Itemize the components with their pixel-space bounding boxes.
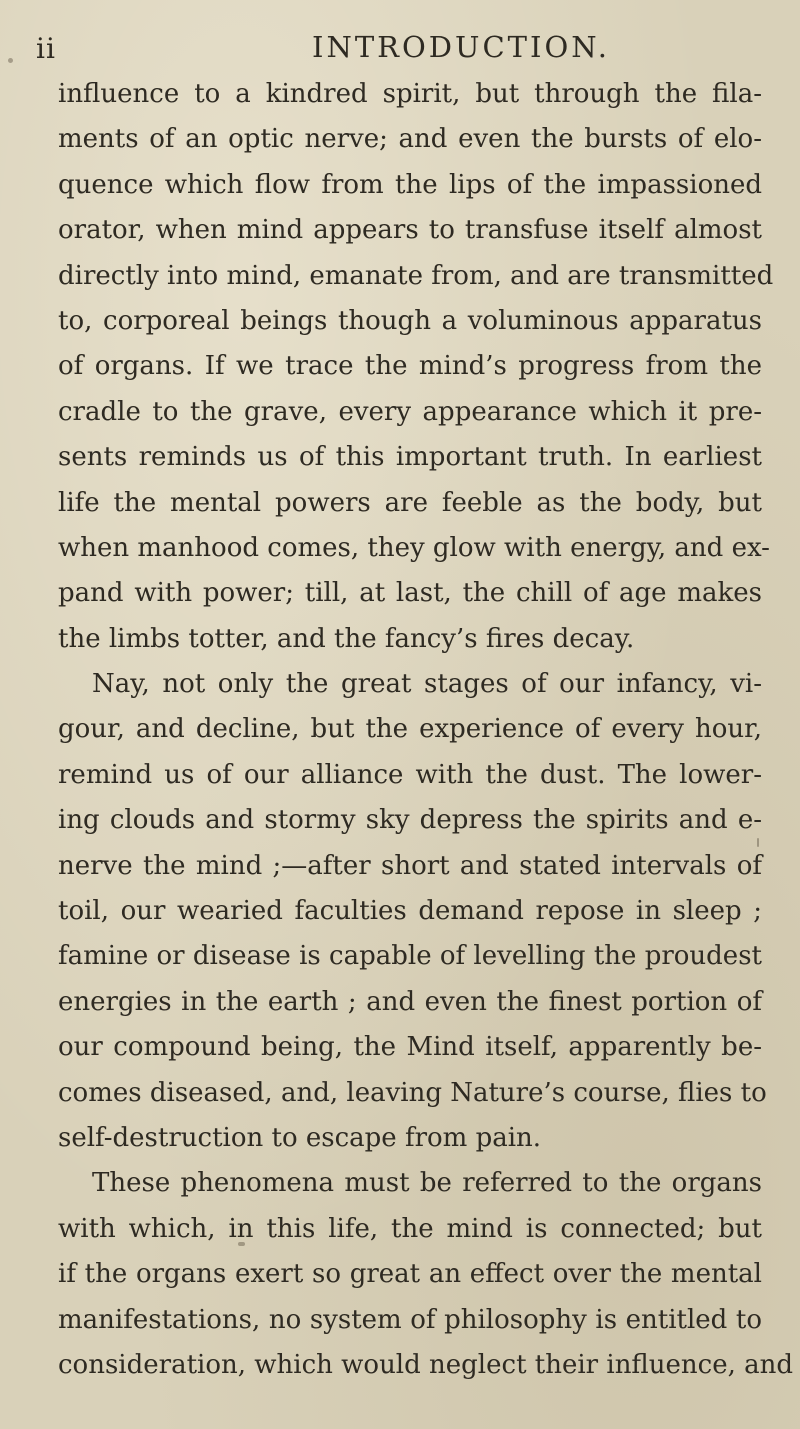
text-line: the limbs totter, and the fancy’s fires decay.	[58, 623, 635, 654]
text-line: These phenomena must be referred to the organs	[92, 1168, 762, 1199]
text-line: our compound being, the Mind itself, apparently be-	[58, 1032, 762, 1063]
text-line: if the organs exert so great an effect over the mental	[58, 1259, 762, 1290]
running-head-title: INTRODUCTION.	[312, 30, 610, 64]
text-line: famine or disease is capable of levelling the proudest	[58, 941, 762, 972]
text-line: directly into mind, emanate from, and are transmitted	[58, 260, 774, 291]
paragraph-3	[58, 1161, 794, 1388]
text-line: orator, when mind appears to transfuse itself almost	[58, 215, 762, 246]
text-line: energies in the earth ; and even the finest portion of	[58, 986, 762, 1017]
text-line: when manhood comes, they glow with energy, and ex-	[58, 532, 770, 563]
page-number: ii	[36, 32, 56, 65]
text-line: ments of an optic nerve; and even the bursts of elo-	[58, 124, 762, 155]
text-line: quence which flow from the lips of the impassioned	[58, 169, 762, 200]
text-line: sents reminds us of this important truth. In earliest	[58, 442, 762, 473]
running-head	[36, 30, 764, 70]
text-line: consideration, which would neglect their influence, and	[58, 1349, 794, 1380]
body-text	[58, 72, 794, 1388]
paragraph-1	[58, 72, 774, 662]
text-line: cradle to the grave, every appearance which it pre-	[58, 396, 762, 427]
text-line: toil, our wearied faculties demand repose in sleep ;	[58, 896, 762, 927]
text-line: comes diseased, and, leaving Nature’s course, flies to	[58, 1077, 767, 1108]
paragraph-2	[58, 662, 767, 1161]
text-line: of organs. If we trace the mind’s progress from the	[58, 351, 762, 382]
text-line: to, corporeal beings though a voluminous apparatus	[58, 305, 762, 336]
text-line: influence to a kindred spirit, but through the fila-	[58, 79, 762, 109]
text-line: remind us of our alliance with the dust. The lower-	[58, 759, 762, 790]
paper-speck	[238, 1242, 245, 1246]
text-line: ing clouds and stormy sky depress the spirits and e-	[58, 805, 762, 836]
text-line: nerve the mind ;—after short and stated intervals of	[58, 850, 762, 881]
paper-speck	[757, 838, 759, 847]
text-line: Nay, not only the great stages of our infancy, vi-	[92, 669, 762, 700]
text-line: with which, in this life, the mind is connected; but	[58, 1213, 762, 1244]
paper-speck	[8, 58, 13, 63]
text-line: manifestations, no system of philosophy is entitled to	[58, 1304, 762, 1335]
text-line: life the mental powers are feeble as the body, but	[58, 487, 762, 518]
text-line: gour, and decline, but the experience of every hour,	[58, 714, 762, 745]
text-line: pand with power; till, at last, the chill of age makes	[58, 578, 762, 609]
text-line: self-destruction to escape from pain.	[58, 1122, 542, 1153]
